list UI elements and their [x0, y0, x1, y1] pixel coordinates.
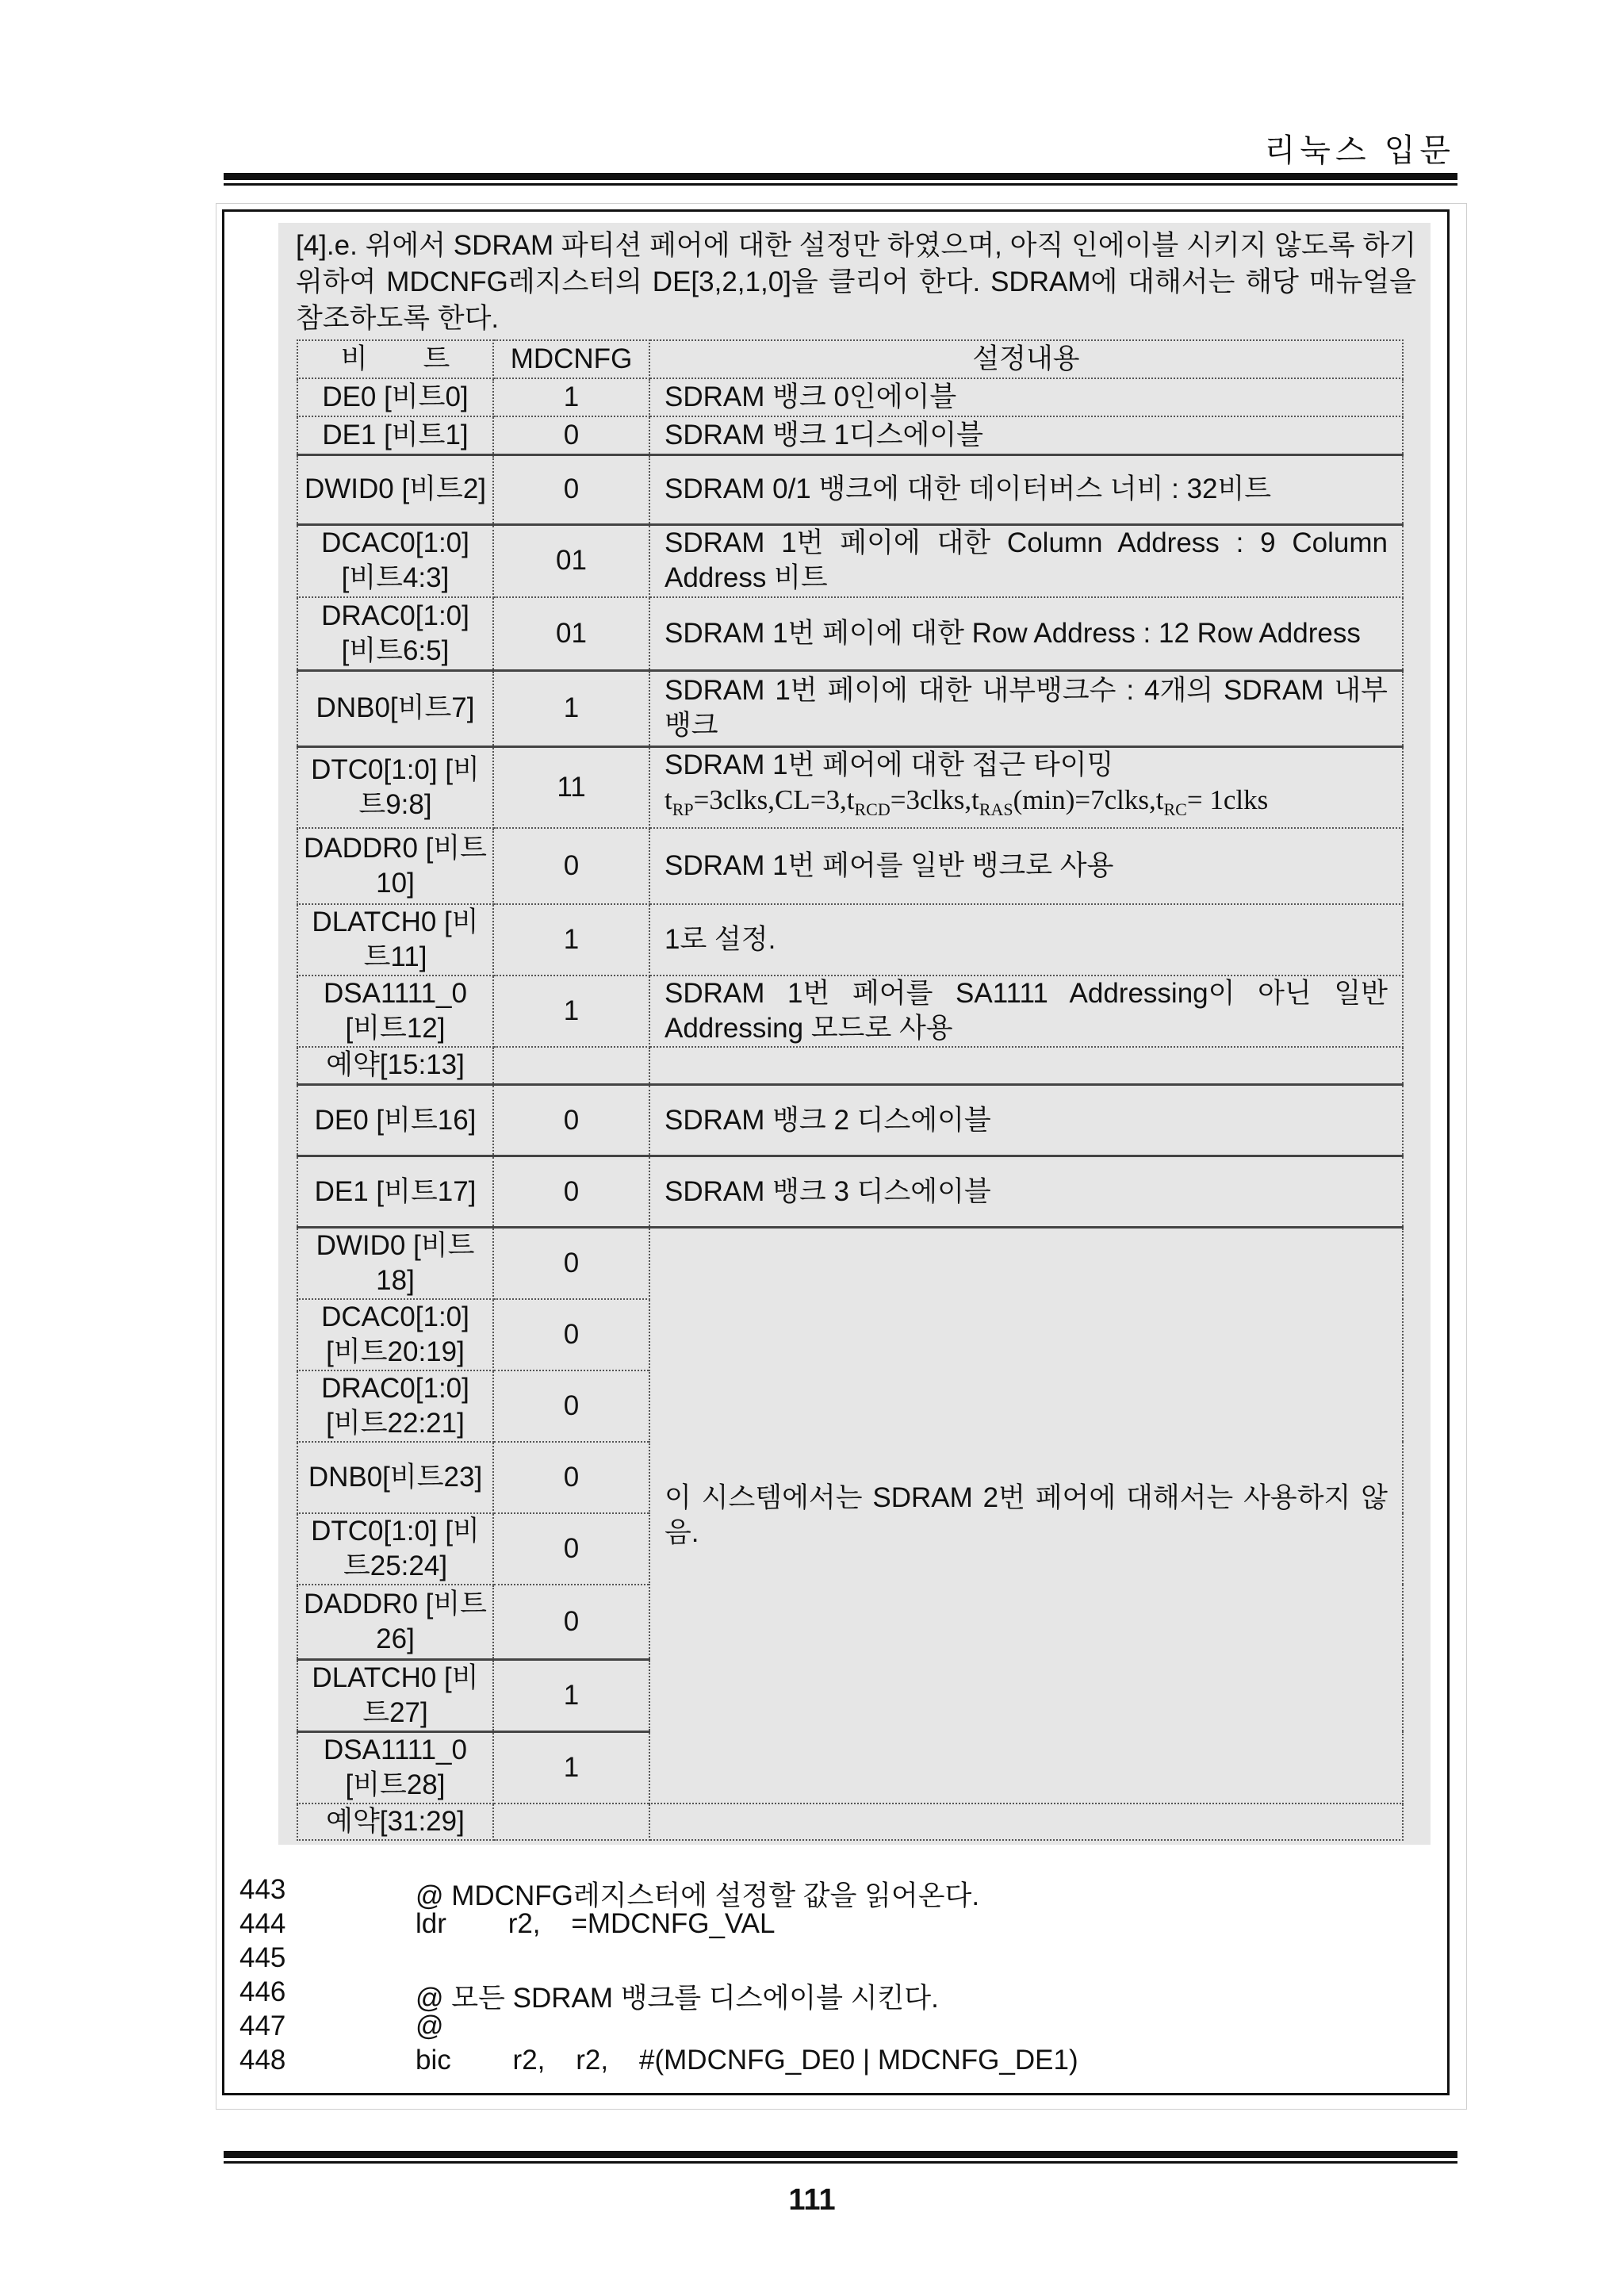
bit-name: DWID0 [비트18] [297, 1228, 493, 1300]
bit-value: 1 [493, 1731, 649, 1803]
header-mdcnfg: MDCNFG [493, 340, 649, 378]
code-line [239, 2010, 1429, 2045]
table-row [297, 416, 1403, 454]
line-number: 443 [239, 1874, 286, 1905]
bit-name: DTC0[1:0] [비트25:24] [297, 1513, 493, 1585]
bit-value: 0 [493, 1156, 649, 1228]
bit-value: 0 [493, 1085, 649, 1156]
bit-value: 1 [493, 378, 649, 416]
bit-name: DNB0[비트23] [297, 1442, 493, 1513]
line-number: 444 [239, 1908, 286, 1939]
timing-title: SDRAM 1번 페어에 대한 접근 타이밍 [665, 749, 1114, 780]
bit-name: DCAC0[1:0] [비트4:3] [297, 524, 493, 597]
bit-name: DLATCH0 [비트27] [297, 1659, 493, 1731]
bit-description: SDRAM 뱅크 3 디스에이블 [649, 1156, 1403, 1228]
bit-name: DSA1111_0 [비트12] [297, 976, 493, 1047]
page-header-title: 리눅스 입문 [1264, 133, 1455, 168]
bit-name: DE0 [비트16] [297, 1085, 493, 1156]
table-row [297, 454, 1403, 524]
table-row [297, 976, 1403, 1047]
bit-description: SDRAM 1번 페어를 SA1111 Addressing이 아닌 일반 Addressing 모드로 사용 [649, 976, 1403, 1047]
footer-rule-thin [224, 2161, 1457, 2164]
bit-description: SDRAM 뱅크 0인에이블 [649, 378, 1403, 416]
intro-paragraph: [4].e. 위에서 SDRAM 파티션 페어에 대한 설정만 하였으며, 아직 인에이블 시키지 않도록 하기 위하여 MDCNFG레지스터의 DE[3,2,1,0]을 클리어 한다. SDRAM에 대해서는 해당 매뉴얼을 참조하도록 한다. [296, 230, 1416, 334]
bit-value: 0 [493, 1513, 649, 1585]
bit-value: 0 [493, 1442, 649, 1513]
line-number: 447 [239, 2010, 286, 2041]
bit-name: DE1 [비트1] [297, 416, 493, 454]
table-row [297, 378, 1403, 416]
table-row [297, 746, 1403, 828]
code-text: @ [416, 2010, 444, 2041]
bit-name: DCAC0[1:0] [비트20:19] [297, 1299, 493, 1370]
code-text: @ MDCNFG레지스터에 설정할 값을 읽어온다. [416, 1880, 980, 1911]
bit-value [493, 1803, 649, 1840]
bit-value [493, 1047, 649, 1085]
table-row [297, 1803, 1403, 1840]
header-setting: 설정내용 [649, 340, 1403, 378]
code-text: @ 모든 SDRAM 뱅크를 디스에이블 시킨다. [416, 1983, 939, 2014]
bit-name: DTC0[1:0] [비트9:8] [297, 746, 493, 828]
code-line [239, 1976, 1429, 2014]
bit-value: 01 [493, 597, 649, 670]
bit-value: 11 [493, 746, 649, 828]
bit-name: 예약[31:29] [297, 1803, 493, 1840]
header-rule [224, 173, 1457, 180]
bit-description: SDRAM 1번 페이에 대한 Column Address : 9 Column Address 비트 [649, 524, 1403, 597]
bit-description: SDRAM 뱅크 2 디스에이블 [649, 1085, 1403, 1156]
line-number: 445 [239, 1942, 286, 1973]
register-table [297, 339, 1404, 1841]
bit-name: DRAC0[1:0] [비트22:21] [297, 1370, 493, 1442]
header-bit: 비 트 [297, 340, 493, 378]
merged-description: 이 시스템에서는 SDRAM 2번 페어에 대해서는 사용하지 않음. [649, 1228, 1403, 1803]
code-line [239, 1908, 1429, 1942]
page-number: 111 [788, 2183, 836, 2217]
timing-parameters: $t_{RP}=3clks,CL=3,t_{RCD}=3clks,t_{RAS}(\min)=7clks,t_{RC}=$ 1clks [665, 784, 1269, 819]
table-row [297, 1047, 1403, 1085]
code-text: ldr r2, =MDCNFG_VAL [416, 1908, 776, 1939]
code-line [239, 1942, 1429, 1976]
bit-value: 0 [493, 416, 649, 454]
table-row [297, 670, 1403, 746]
header-rule-thin [224, 183, 1457, 186]
bit-name: DADDR0 [비트26] [297, 1585, 493, 1659]
bit-value: 0 [493, 454, 649, 524]
bit-value: 0 [493, 1228, 649, 1300]
bit-value: 0 [493, 1370, 649, 1442]
table-row [297, 1156, 1403, 1228]
bit-description: SDRAM 뱅크 1디스에이블 [649, 416, 1403, 454]
bit-value: 1 [493, 976, 649, 1047]
bit-name: DRAC0[1:0] [비트6:5] [297, 597, 493, 670]
table-row [297, 1228, 1403, 1300]
bit-value: 1 [493, 670, 649, 746]
bit-description: SDRAM 1번 페이에 대한 Row Address : 12 Row Address [649, 597, 1403, 670]
table-row [297, 828, 1403, 904]
bit-value: 1 [493, 904, 649, 976]
bit-description [649, 1047, 1403, 1085]
table-row [297, 904, 1403, 976]
code-line [239, 2045, 1429, 2079]
code-text: bic r2, r2, #(MDCNFG_DE0 | MDCNFG_DE1) [416, 2045, 1078, 2076]
bit-description: 1로 설정. [649, 904, 1403, 976]
bit-value: 1 [493, 1659, 649, 1731]
table-row [297, 1085, 1403, 1156]
bit-name: DADDR0 [비트10] [297, 828, 493, 904]
line-number: 446 [239, 1976, 286, 2007]
bit-value: 01 [493, 524, 649, 597]
table-row [297, 524, 1403, 597]
bit-description: SDRAM 1번 페이에 대한 내부뱅크수 : 4개의 SDRAM 내부뱅크 [649, 670, 1403, 746]
bit-description: SDRAM 0/1 뱅크에 대한 데이터버스 너비 : 32비트 [649, 454, 1403, 524]
bit-name: 예약[15:13] [297, 1047, 493, 1085]
footer-rule [224, 2151, 1457, 2158]
bit-name: DSA1111_0 [비트28] [297, 1731, 493, 1803]
bit-name: DLATCH0 [비트11] [297, 904, 493, 976]
bit-name: DE0 [비트0] [297, 378, 493, 416]
bit-value: 0 [493, 1299, 649, 1370]
bit-description-timing [649, 746, 1403, 828]
bit-value: 0 [493, 1585, 649, 1659]
line-number: 448 [239, 2045, 286, 2076]
bit-name: DNB0[비트7] [297, 670, 493, 746]
bit-name: DWID0 [비트2] [297, 454, 493, 524]
bit-description: SDRAM 1번 페어를 일반 뱅크로 사용 [649, 828, 1403, 904]
bit-value: 0 [493, 828, 649, 904]
table-header-row [297, 340, 1403, 378]
bit-description [649, 1803, 1403, 1840]
code-line [239, 1874, 1429, 1911]
bit-name: DE1 [비트17] [297, 1156, 493, 1228]
table-row [297, 597, 1403, 670]
